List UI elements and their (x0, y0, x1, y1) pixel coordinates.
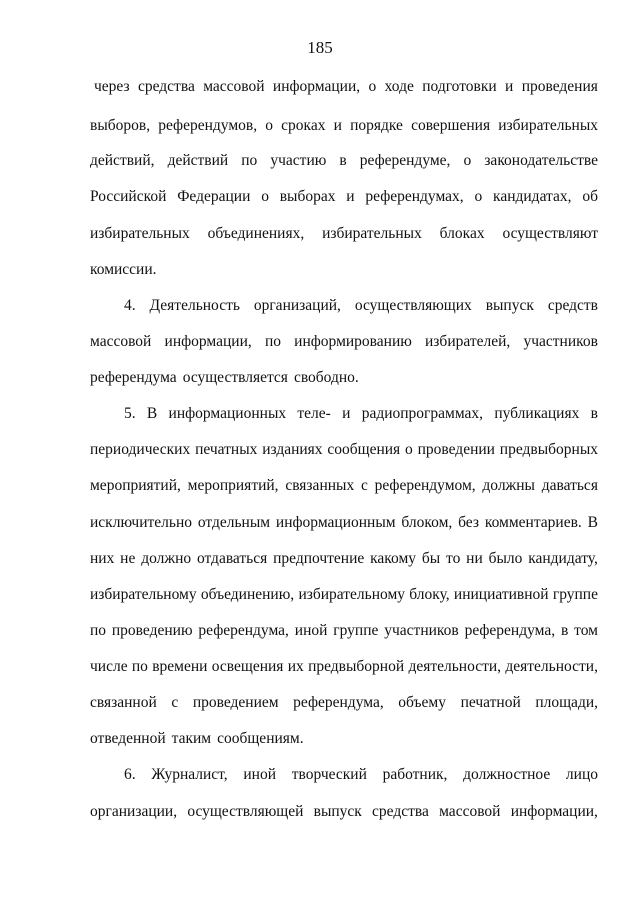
text-line: 4. Деятельность организаций, осуществляющих выпуск средств (124, 297, 598, 314)
text-line: через средства массовой информации, о ходе подготовки и проведения (94, 78, 598, 95)
text-line: комиссии. (90, 261, 157, 278)
text-line: них не должно отдаваться предпочтение какому бы то ни было кандидату, (90, 550, 598, 567)
text-line: мероприятий, мероприятий, связанных с референдумом, должны даваться (90, 477, 598, 494)
text-line: выборов, референдумов, о сроках и порядке совершения избирательных (90, 117, 598, 134)
text-line: по проведению референдума, иной группе участников референдума, в том (90, 622, 598, 639)
page-number: 185 (307, 38, 333, 57)
text-line: 5. В информационных теле- и радиопрограммах, публикациях в (124, 405, 598, 422)
text-line: массовой информации, по информированию избирателей, участников (90, 333, 598, 350)
text-line: 6. Журналист, иной творческий работник, должностное лицо (124, 766, 598, 783)
text-line: отведенной таким сообщениям. (90, 730, 304, 747)
text-line: Российской Федерации о выборах и референдумах, о кандидатах, об (90, 188, 598, 205)
text-line: организации, осуществляющей выпуск средства массовой информации, (90, 803, 598, 820)
text-line: числе по времени освещения их предвыборной деятельности, деятельности, (90, 658, 598, 675)
text-line: периодических печатных изданиях сообщения о проведении предвыборных (90, 441, 598, 458)
text-line: референдума осуществляется свободно. (90, 369, 359, 386)
text-line: связанной с проведением референдума, объему печатной площади, (90, 694, 598, 711)
text-line: исключительно отдельным информационным блоком, без комментариев. В (90, 514, 598, 531)
text-line: действий, действий по участию в референдуме, о законодательстве (90, 152, 598, 169)
text-line: избирательному объединению, избирательному блоку, инициативной группе (90, 586, 598, 603)
text-line: избирательных объединениях, избирательных блоках осуществляют (90, 225, 598, 242)
